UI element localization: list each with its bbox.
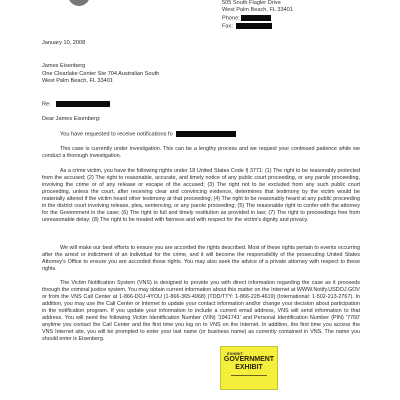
sender-fax-row (222, 23, 293, 31)
sender-address-line1: 505 South Flagler Drive (222, 0, 281, 6)
exhibit-top-label: EXHIBIT (227, 351, 243, 356)
fax-redaction (236, 23, 272, 29)
re-line (42, 101, 110, 109)
salutation: Dear James Eisenberg: (42, 116, 101, 122)
fax-label: Fax: (222, 23, 233, 30)
efforts-paragraph (42, 245, 360, 273)
vns-paragraph (42, 280, 360, 343)
agency-seal-icon (68, 0, 90, 6)
re-label: Re: (42, 101, 51, 108)
phone-label: Phone: (222, 15, 240, 22)
investigation-text: This case is currently under investigation. This can be a lengthy process and we request your continued patience while we conduct a thorough investigation. (42, 146, 360, 160)
intro-line (60, 131, 236, 139)
intro-redaction (176, 131, 236, 137)
investigation-paragraph (42, 146, 360, 160)
recipient-address-line2: West Palm Beach, FL 33401 (42, 78, 113, 84)
vns-text: The Victim Notification System (VNS) is designed to provide you with direct information regarding the case as it proceeds through the criminal justice system. You may obtain current information about this matter on the Internet at WWW.Notify.USDOJ.GOV or from the VNS Call Center at 1-866-DOJ-4YOU (1-866-365-4968) (TDD/TTY: 1-866-228-4619) (International: 1-502-213-2767). In addition, you may use the Call Center or Internet to update your contact information and/or change your decision about participation in the notification program. If you update your information to include a current email address, VNS will send information to that address. You will need the following Victim Identification Number (VIN) '1941741' and Personal Identification Number (PIN) '7760' anytime you contact the Call Center and the first time you log on to VNS on the Internet. In addition, the first time you access the VNS Internet site, you will be prompted to enter your last name (or business name) as currently contained in VNS. The name you should enter is Eisenberg. (42, 280, 360, 343)
exhibit-line1: GOVERNMENT (223, 356, 275, 363)
recipient-name: James Eisenberg (42, 63, 86, 69)
exhibit-number-line (231, 375, 267, 376)
sender-phone-row (222, 15, 293, 23)
intro-text: You have requested to receive notifications fo (60, 131, 173, 138)
exhibit-line2: EXHIBIT (235, 364, 263, 371)
victim-rights-text: As a crime victim, you have the following rights under 18 United States Code § 3771: (1) The right to be reasonably protected from the accused; (2) The right to reasonable, accurate, and timely notice of any public court proceeding, or any parole proceeding, involving the crime or of any release or escape of the accused; (3) The right not to be excluded from any such public court proceeding, unless the court, after receiving clear and convincing evidence, determines that testimony by the victim would be materially altered if the victim heard other testimony at that proceeding; (4) The right to be reasonably heard at any public proceeding in the district court involving release, plea, sentencing, or any parole proceeding; (5) The reasonable right to confer with the attorney for the Government in the case; (6) The right to full and timely restitution as provided in law; (7) The right to proceedings free from unreasonable delay; (8) The right to be treated with fairness and with respect for the victim's dignity and privacy. (42, 168, 360, 224)
phone-redaction (241, 15, 271, 21)
sender-address-block (222, 0, 293, 31)
re-redaction (56, 101, 110, 107)
victim-rights-paragraph (42, 168, 360, 224)
efforts-text: We will make our best efforts to ensure you are accorded the rights described. Most of these rights pertain to events occurring after the arrest or indictment of an individual for the crime, and it will become the responsibility of the prosecuting United States Attorney's Office to ensure you are accorded those rights. You may also seek the advice of a private attorney with respect to these rights. (42, 245, 360, 273)
recipient-address-line1: One Clearlake Center Ste 704 Australian South (42, 70, 160, 77)
sender-address-line2: West Palm Beach, FL 33401 (222, 7, 293, 14)
government-exhibit-sticker (220, 346, 278, 390)
letter-date: January 10, 2008 (42, 40, 86, 46)
